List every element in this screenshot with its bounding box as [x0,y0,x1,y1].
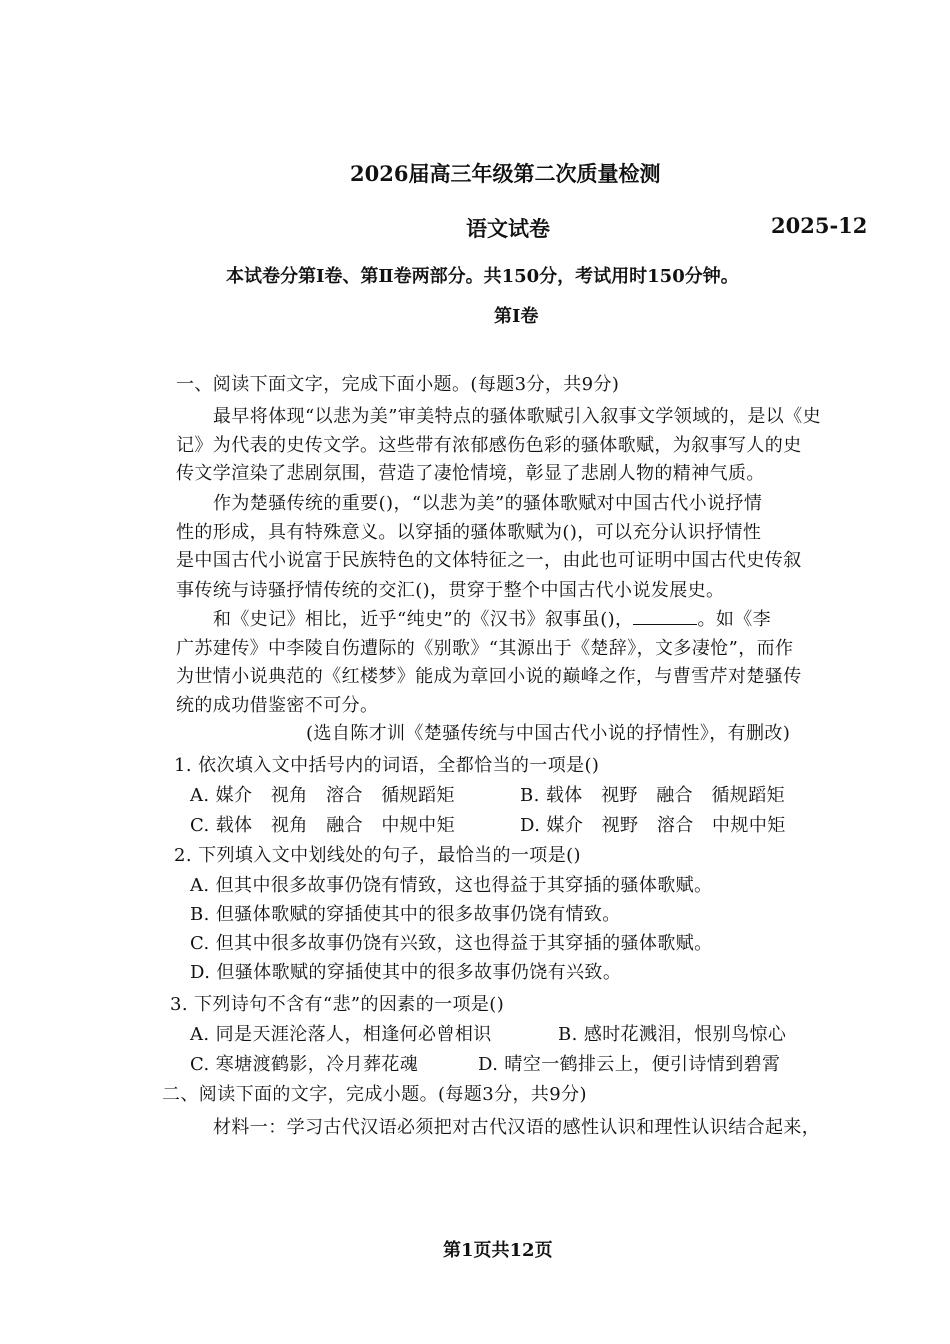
passage-source: (选自陈才训《楚骚传统与中国古代小说的抒情性》，有删改) [306,723,791,744]
question-2-option-b: B. 但骚体歌赋的穿插使其中的很多故事仍饶有情致。 [190,904,621,925]
question-2-option-a: A. 但其中很多故事仍饶有情致，这也得益于其穿插的骚体歌赋。 [190,875,713,896]
volume-label: 第Ⅰ卷 [494,306,539,327]
question-1-option-c: C. 载体 视角 融合 中规中矩 [190,815,455,836]
question-3-option-c: C. 寒塘渡鹤影，冷月葬花魂 [190,1054,419,1075]
question-3-option-a: A. 同是天涯沦落人，相逢何必曾相识 [190,1024,492,1045]
passage-line: 性的形成，具有特殊意义。以穿插的骚体歌赋为()，可以充分认识抒情性 [176,522,762,543]
passage-line: 为世情小说典范的《红楼梦》能成为章回小说的巅峰之作，与曹雪芹对楚骚传 [176,666,802,687]
question-1-option-b: B. 载体 视野 融合 循规蹈矩 [520,785,786,806]
question-3-option-d: D. 晴空一鹤排云上，便引诗情到碧霄 [478,1054,781,1075]
passage-line: 是中国古代小说富于民族特色的文体特征之一，由此也可证明中国古代史传叙 [176,550,802,571]
passage-line: 最早将体现“以悲为美”审美特点的骚体歌赋引入叙事文学领域的，是以《史 [213,406,822,427]
passage-text: 。如《李 [697,609,772,630]
passage-line: 作为楚骚传统的重要()，“以悲为美”的骚体歌赋对中国古代小说抒情 [213,493,763,514]
passage-line: 传文学渲染了悲剧氛围，营造了凄怆情境，彰显了悲剧人物的精神气质。 [176,463,765,484]
fill-blank [633,608,697,625]
question-2-option-c: C. 但其中很多故事仍饶有兴致，这也得益于其穿插的骚体歌赋。 [190,933,713,954]
passage-line-with-blank [213,606,771,634]
section1-heading: 一、阅读下面文字，完成下面小题。(每题3分，共9分) [176,374,620,395]
passage-line: 记》为代表的史传文学。这些带有浓郁感伤色彩的骚体歌赋，为叙事写人的史 [176,435,802,456]
passage-line: 广苏建传》中李陵自伤遭际的《别歌》“其源出于《楚辞》，文多凄怆”，而作 [176,638,794,659]
passage-line: 统的成功借鉴密不可分。 [176,695,379,716]
passage-line: 材料一：学习古代汉语必须把对古代汉语的感性认识和理性认识结合起来， [213,1117,821,1138]
question-1-option-d: D. 媒介 视野 溶合 中规中矩 [520,815,786,836]
exam-title: 2026届高三年级第二次质量检测 [350,161,661,186]
page-number: 第1页共12页 [443,1240,553,1261]
question-1-stem: 1. 依次填入文中括号内的词语，全都恰当的一项是() [174,755,600,776]
exam-note: 本试卷分第Ⅰ卷、第Ⅱ卷两部分。共150分，考试用时150分钟。 [226,266,739,287]
section2-heading: 二、阅读下面的文字，完成小题。(每题3分，共9分) [162,1084,587,1105]
exam-date: 2025-12 [771,213,868,238]
question-1-option-a: A. 媒介 视角 溶合 循规蹈矩 [190,785,455,806]
question-3-option-b: B. 感时花溅泪，恨别鸟惊心 [558,1024,787,1045]
passage-text: 和《史记》相比，近乎“纯史”的《汉书》叙事虽()， [213,609,634,630]
question-2-option-d: D. 但骚体歌赋的穿插使其中的很多故事仍饶有兴致。 [190,962,622,983]
passage-line: 事传统与诗骚抒情传统的交汇()，贯穿于整个中国古代小说发展史。 [176,580,725,601]
subject-title: 语文试卷 [466,216,550,241]
question-2-stem: 2. 下列填入文中划线处的句子，最恰当的一项是() [174,845,581,866]
question-3-stem: 3. 下列诗句不含有“悲”的因素的一项是() [170,994,505,1015]
